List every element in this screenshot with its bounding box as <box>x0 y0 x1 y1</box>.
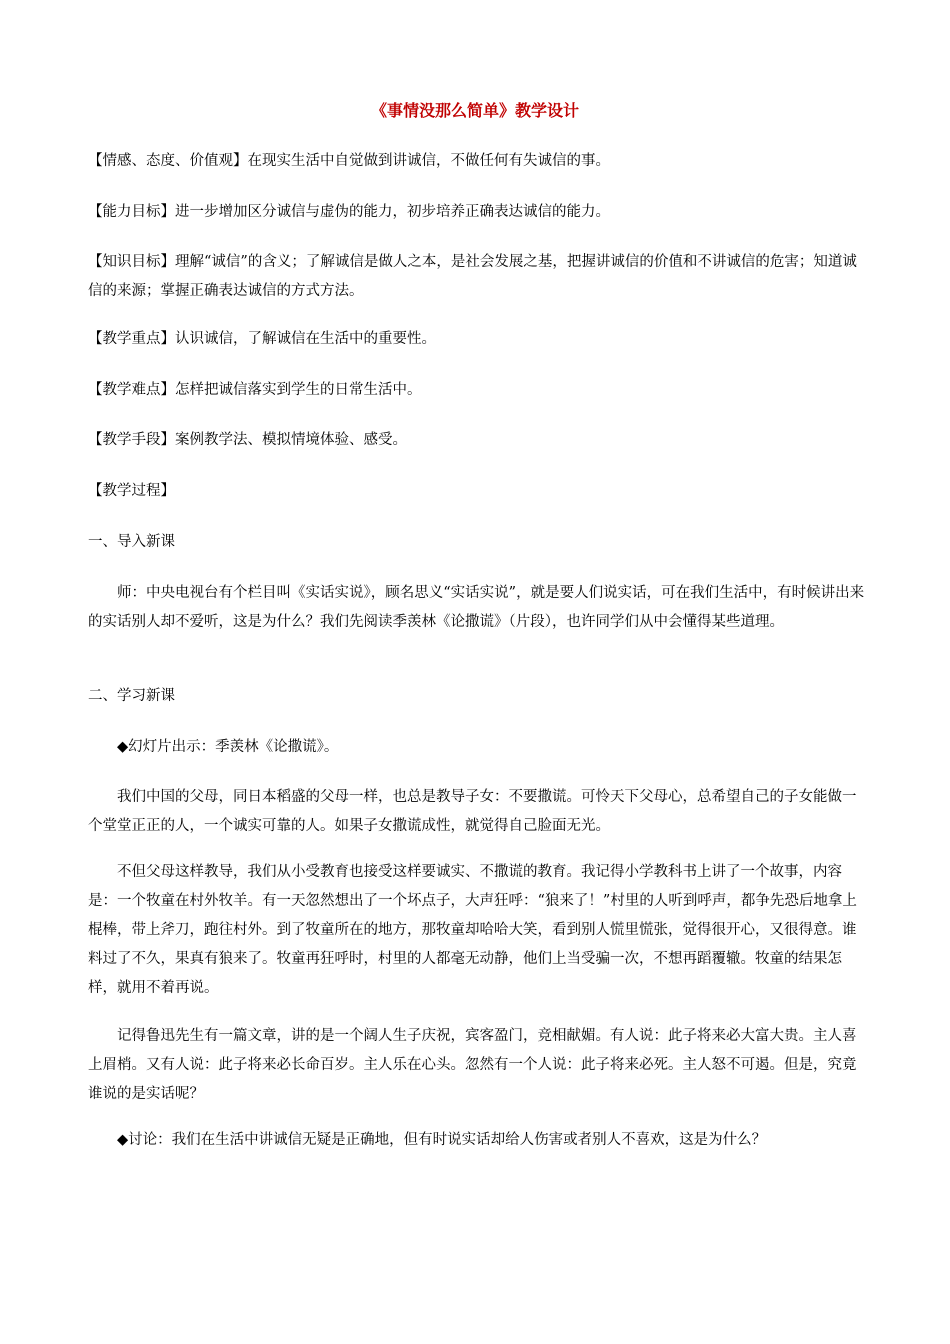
teaching-method: 【教学手段】案例教学法、模拟情境体验、感受。 <box>88 432 407 448</box>
section-2-heading: 二、学习新课 <box>88 688 175 704</box>
teaching-key-point: 【教学重点】认识诚信，了解诚信在生活中的重要性。 <box>88 331 436 347</box>
objective-ability: 【能力目标】进一步增加区分诚信与虚伪的能力，初步培养正确表达诚信的能力。 <box>88 204 610 220</box>
objective-knowledge: 【知识目标】理解“诚信”的含义；了解诚信是做人之本，是社会发展之基，把握讲诚信的价值和不讲诚信的危害；知道诚信的来源；掌握正确表达诚信的方式方法。 <box>88 254 857 299</box>
quote-paragraph-3: 记得鲁迅先生有一篇文章，讲的是一个阔人生子庆祝，宾客盈门，竞相献媚。有人说：此子将来必大富大贵。主人喜上眉梢。又有人说：此子将来必长命百岁。主人乐在心头。忽然有一个人说：此子将来必死。主人怒不可遏。但是，究竟谁说的是实话呢？ <box>88 1028 857 1102</box>
section-1-heading: 一、导入新课 <box>88 534 175 550</box>
slide-note: ◆幻灯片出示：季羡林《论撒谎》。 <box>117 739 339 755</box>
document-title: 《事情没那么简单》教学设计 <box>370 101 579 120</box>
discussion-question: ◆讨论：我们在生活中讲诚信无疑是正确地，但有时说实话却给人伤害或者别人不喜欢，这是为什么？ <box>117 1132 767 1148</box>
objective-emotion: 【情感、态度、价值观】在现实生活中自觉做到讲诚信，不做任何有失诚信的事。 <box>88 153 610 169</box>
quote-paragraph-1: 我们中国的父母，同日本稻盛的父母一样，也总是教导子女：不要撒谎。可怜天下父母心，总希望自己的子女能做一个堂堂正正的人，一个诚实可靠的人。如果子女撒谎成性，就觉得自己脸面无光。 <box>88 789 857 834</box>
quote-paragraph-2: 不但父母这样教导，我们从小受教育也接受这样要诚实、不撒谎的教育。我记得小学教科书上讲了一个故事，内容是：一个牧童在村外牧羊。有一天忽然想出了一个坏点子，大声狂呼：“狼来了！”村里的人听到呼声，都争先恐后地拿上棍棒，带上斧刀，跑往村外。到了牧童所在的地方，那牧童却哈哈大笑，看到别人慌里慌张，觉得很开心，又很得意。谁料过了不久，果真有狼来了。牧童再狂呼时，村里的人都毫无动静，他们上当受骗一次，不想再蹈覆辙。牧童的结果怎样，就用不着再说。 <box>88 864 857 996</box>
teaching-difficulty: 【教学难点】怎样把诚信落实到学生的日常生活中。 <box>88 382 422 398</box>
teaching-process: 【教学过程】 <box>88 483 175 499</box>
section-1-paragraph: 师：中央电视台有个栏目叫《实话实说》，顾名思义“实话实说”，就是要人们说实话，可在我们生活中，有时候讲出来的实话别人却不爱听，这是为什么？我们先阅读季羡林《论撒谎》（片段），也许同学们从中会懂得某些道理。 <box>88 585 865 630</box>
